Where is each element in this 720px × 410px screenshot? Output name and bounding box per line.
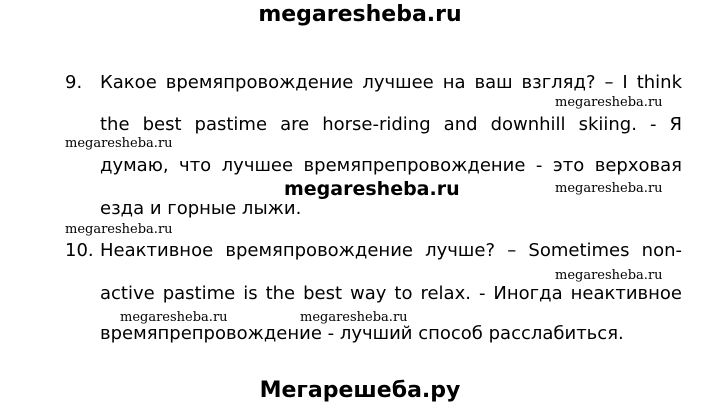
watermark: megaresheba.ru [555, 95, 663, 110]
item-9-line-1: Какое времяпровождение лучшее на ваш взгляд? – I think [100, 72, 682, 93]
watermark: megaresheba.ru [65, 222, 173, 237]
item-9-line-2: the best pastime are horse-riding and downhill skiing. - Я [100, 114, 682, 135]
item-10-line-3: времяпрепровождение - лучший способ расслабиться. [100, 323, 624, 344]
item-10-line-1: Неактивное времяпровождение лучше? – Sometimes non- [100, 240, 682, 261]
watermark: megaresheba.ru [555, 268, 663, 283]
site-footer-title: Мегарешеба.ру [259, 378, 461, 403]
item-10-line-2: active pastime is the best way to relax. - Иногда неактивное [100, 283, 682, 304]
item-number: 9. [65, 72, 83, 93]
watermark: megaresheba.ru [300, 310, 408, 325]
watermark: megaresheba.ru [120, 310, 228, 325]
item-9-line-4: езда и горные лыжи. [100, 198, 302, 219]
watermark-large: megaresheba.ru [284, 178, 460, 200]
item-number: 10. [65, 240, 94, 261]
watermark: megaresheba.ru [555, 181, 663, 196]
watermark: megaresheba.ru [65, 136, 173, 151]
site-header-title: megaresheba.ru [258, 2, 462, 27]
item-9-line-3: думаю, что лучшее времяпрепровождение - это верховая [100, 155, 682, 176]
